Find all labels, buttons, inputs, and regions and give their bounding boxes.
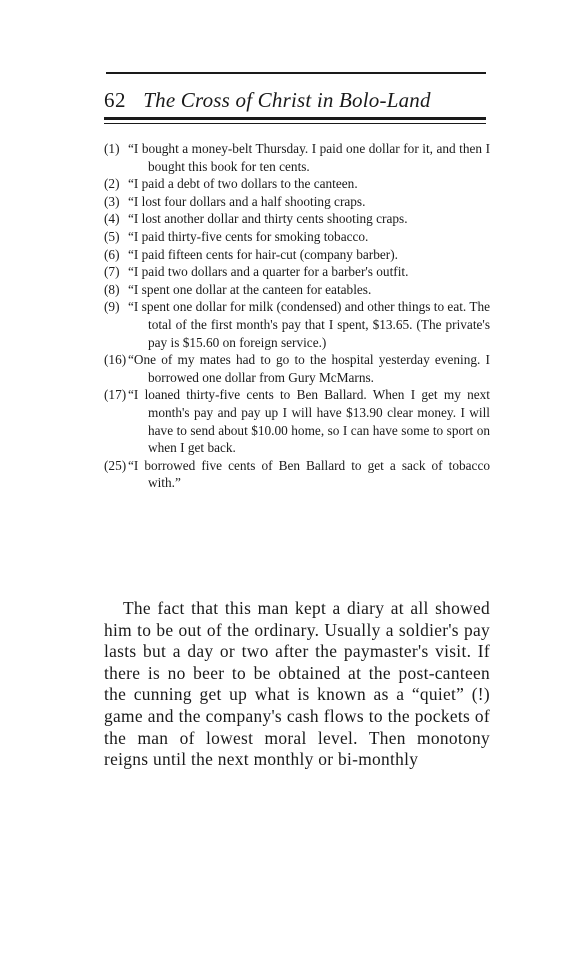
diary-entry [104, 263, 490, 281]
diary-entry [104, 246, 490, 264]
entry-text: “I lost four dollars and a half shooting craps. [128, 193, 366, 209]
entry-text: “I bought a money-belt Thursday. I paid one dollar for it, and then I bought this book for ten cents. [128, 141, 490, 174]
top-rule [106, 72, 486, 74]
diary-entry [104, 386, 490, 456]
entry-number: (5) [104, 228, 120, 244]
entry-number: (3) [104, 193, 120, 209]
running-title: The Cross of Christ in Bolo-Land [143, 88, 431, 112]
entry-text: “One of my mates had to go to the hospital yesterday evening. I borrowed one dollar from Gury McMarns. [128, 352, 490, 385]
entry-text: “I spent one dollar at the canteen for eatables. [128, 281, 372, 297]
body-paragraph: The fact that this man kept a diary at all showed him to be out of the ordinary. Usually a soldier's pay lasts but a day or two after the paymaster's visit. If there is no beer to be obtained at the post-canteen the cunning get up what is known as a “quiet” (!) game and the company's cash flows to the pockets of the man of lowest moral level. Then monotony reigns until the next monthly or bi-monthly [104, 598, 490, 770]
header-rule-thin [104, 123, 486, 124]
entry-number: (8) [104, 281, 120, 297]
diary-entry [104, 210, 490, 228]
entry-number: (7) [104, 264, 120, 280]
diary-entry [104, 140, 490, 175]
header-rule-thick [104, 117, 486, 120]
entry-number: (6) [104, 246, 120, 262]
diary-entry [104, 175, 490, 193]
entry-text: “I paid thirty-five cents for smoking tobacco. [128, 228, 369, 244]
entry-text: “I paid a debt of two dollars to the canteen. [128, 176, 358, 192]
entry-number: (17) [104, 387, 127, 403]
entry-text: “I loaned thirty-five cents to Ben Ballard. When I get my next month's pay and pay up I will have $13.90 clear money. I will have to send about $10.00 home, so I can have some to sport on when I get back. [128, 387, 490, 456]
diary-entry [104, 457, 490, 492]
entry-number: (16) [104, 352, 127, 368]
entry-text: “I paid two dollars and a quarter for a barber's outfit. [128, 264, 409, 280]
entry-text: “I borrowed five cents of Ben Ballard to get a sack of tobacco with.” [128, 457, 490, 491]
running-header [104, 86, 486, 114]
entry-text: “I paid fifteen cents for hair-cut (company barber). [128, 246, 398, 262]
entry-text: “I lost another dollar and thirty cents shooting craps. [128, 211, 408, 227]
entry-number: (2) [104, 176, 120, 192]
entry-number: (1) [104, 141, 120, 156]
entry-number: (25) [104, 457, 127, 473]
page-number: 62 [104, 88, 126, 112]
diary-entry [104, 193, 490, 211]
diary-entry [104, 351, 490, 386]
entry-number: (9) [104, 299, 120, 315]
entry-text: “I spent one dollar for milk (condensed) and other things to eat. The total of the first month's pay that I spent, $13.65. (The private's pay is $15.60 on foreign service.) [128, 299, 490, 350]
diary-entry [104, 228, 490, 246]
diary-entry [104, 281, 490, 299]
diary-entry [104, 298, 490, 351]
diary-entries [104, 140, 490, 492]
entry-number: (4) [104, 211, 120, 227]
